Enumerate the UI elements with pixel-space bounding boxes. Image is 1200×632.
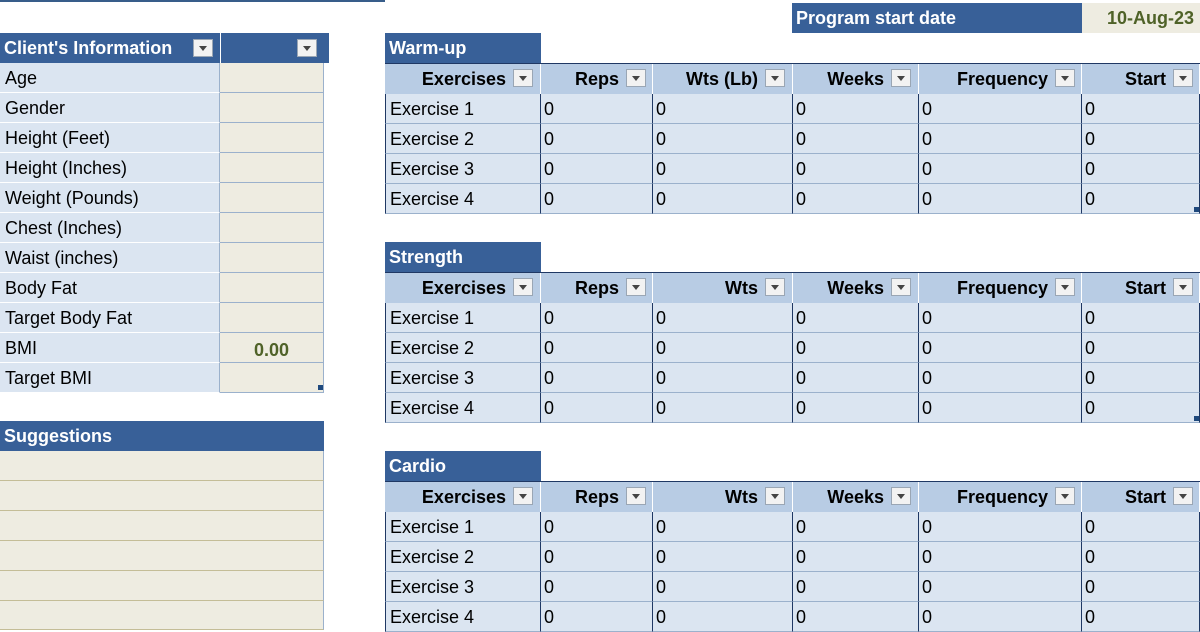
table-cell[interactable]: 0 [793,572,919,602]
client-info-label: Target BMI [0,363,220,393]
table-cell[interactable]: 0 [793,303,919,333]
column-header [541,273,653,303]
column-header-label: Weeks [827,69,884,89]
table-cell[interactable]: 0 [793,602,919,632]
suggestion-cell[interactable] [0,481,324,511]
column-header-label: Weeks [827,278,884,298]
exercise-name-cell[interactable]: Exercise 4 [385,602,541,632]
client-info-row [0,183,324,213]
table-cell[interactable]: 0 [793,94,919,124]
client-info-row [0,63,324,93]
column-header-label: Frequency [956,487,1048,507]
client-info-value[interactable] [220,93,324,123]
column-header [653,482,793,512]
table-cell[interactable]: 0 [793,184,919,214]
table-cell[interactable]: 0 [653,602,793,632]
filter-dropdown-icon[interactable] [891,487,911,505]
client-info-row [0,243,324,273]
filter-dropdown-icon[interactable] [765,69,785,87]
client-info-row [0,123,324,153]
column-header [385,482,541,512]
column-header-label: Reps [574,278,619,298]
client-info-value[interactable]: 0.00 [220,333,324,363]
column-header [385,273,541,303]
client-info-label: Weight (Pounds) [0,183,220,213]
filter-dropdown-icon[interactable] [626,487,646,505]
filter-dropdown-icon[interactable] [1055,487,1075,505]
column-header-label: Weeks [827,487,884,507]
table-cell[interactable]: 0 [653,542,793,572]
client-info-row [0,303,324,333]
column-header [1082,273,1200,303]
column-header-label: Exercises [421,69,506,89]
client-info-label: Age [0,63,220,93]
column-header [541,482,653,512]
table-row [385,542,1200,572]
table-cell[interactable]: 0 [1082,512,1200,542]
program-start-date-value[interactable]: 10-Aug-23 [1082,3,1200,33]
column-header-label: Reps [574,69,619,89]
filter-dropdown-icon[interactable] [1173,278,1193,296]
table-row [385,512,1200,542]
column-header-label: Wts [725,278,758,298]
client-info-label: Waist (inches) [0,243,220,273]
table-cell[interactable]: 0 [541,512,653,542]
client-info-table [0,33,324,393]
table-row [385,124,1200,154]
table-cell[interactable]: 0 [541,602,653,632]
table-cell[interactable]: 0 [653,94,793,124]
column-header-row [385,481,1200,512]
table-cell[interactable]: 0 [919,572,1082,602]
table-cell[interactable]: 0 [919,363,1082,393]
column-header [793,482,919,512]
client-info-label: BMI [0,333,220,363]
client-info-header-row [0,33,324,63]
table-cell[interactable]: 0 [541,363,653,393]
filter-dropdown-icon[interactable] [513,487,533,505]
filter-dropdown-icon[interactable] [297,39,317,57]
column-header [919,482,1082,512]
column-header [653,273,793,303]
exercise-name-cell[interactable]: Exercise 3 [385,572,541,602]
table-cell[interactable]: 0 [793,393,919,423]
table-row [385,94,1200,124]
column-header-label: Frequency [956,278,1048,298]
table-cell[interactable]: 0 [1082,333,1200,363]
filter-dropdown-icon[interactable] [1173,69,1193,87]
table-cell[interactable]: 0 [653,512,793,542]
table-cell[interactable]: 0 [919,303,1082,333]
top-border-line [0,0,385,2]
column-header-label: Exercises [421,487,506,507]
table-cell[interactable]: 0 [653,184,793,214]
column-header-label: Start [1124,487,1166,507]
table-cell[interactable]: 0 [793,333,919,363]
client-info-value[interactable] [220,183,324,213]
table-cell[interactable]: 0 [919,542,1082,572]
column-header [919,273,1082,303]
suggestion-cell[interactable] [0,541,324,571]
client-info-row [0,273,324,303]
filter-dropdown-icon[interactable] [1173,487,1193,505]
table-resize-handle-icon[interactable] [1194,416,1199,421]
client-info-value[interactable] [220,123,324,153]
table-cell[interactable]: 0 [919,184,1082,214]
table-cell[interactable]: 0 [653,572,793,602]
column-header [1082,64,1200,94]
table-cell[interactable]: 0 [1082,94,1200,124]
filter-dropdown-icon[interactable] [193,39,213,57]
filter-dropdown-icon[interactable] [626,69,646,87]
filter-dropdown-icon[interactable] [626,278,646,296]
client-info-value[interactable] [220,363,324,393]
exercise-table [385,481,1200,632]
table-cell[interactable]: 0 [919,333,1082,363]
filter-dropdown-icon[interactable] [891,278,911,296]
client-info-value[interactable] [220,243,324,273]
table-cell[interactable]: 0 [919,393,1082,423]
filter-dropdown-icon[interactable] [513,278,533,296]
table-cell[interactable]: 0 [541,303,653,333]
table-row [385,184,1200,214]
column-header-label: Wts (Lb) [686,69,758,89]
table-cell[interactable]: 0 [1082,184,1200,214]
table-cell[interactable]: 0 [653,154,793,184]
client-info-row [0,363,324,393]
column-header-row [385,272,1200,303]
exercise-name-cell[interactable]: Exercise 2 [385,333,541,363]
client-info-row [0,153,324,183]
table-cell[interactable]: 0 [653,124,793,154]
column-header [385,64,541,94]
column-header-label: Start [1124,69,1166,89]
client-info-row [0,333,324,363]
table-cell[interactable]: 0 [653,333,793,363]
table-cell[interactable]: 0 [793,124,919,154]
table-row [385,393,1200,423]
table-cell[interactable]: 0 [1082,154,1200,184]
exercise-name-cell[interactable]: Exercise 3 [385,154,541,184]
exercise-name-cell[interactable]: Exercise 2 [385,124,541,154]
filter-dropdown-icon[interactable] [513,69,533,87]
table-cell[interactable]: 0 [1082,363,1200,393]
client-info-label: Body Fat [0,273,220,303]
table-cell[interactable]: 0 [1082,303,1200,333]
table-cell[interactable]: 0 [653,393,793,423]
table-cell[interactable]: 0 [541,94,653,124]
column-header [793,273,919,303]
table-cell[interactable]: 0 [653,363,793,393]
table-cell[interactable]: 0 [541,393,653,423]
client-info-value[interactable] [220,213,324,243]
column-header-label: Reps [574,487,619,507]
column-header-label: Wts [725,487,758,507]
client-info-label: Target Body Fat [0,303,220,333]
section-title: Warm-up [385,33,541,63]
exercise-name-cell[interactable]: Exercise 2 [385,542,541,572]
client-info-header-label: Client's Information [4,38,173,58]
table-cell[interactable]: 0 [653,303,793,333]
client-info-value[interactable] [220,63,324,93]
table-row [385,363,1200,393]
suggestion-cell[interactable] [0,601,324,630]
suggestions-header: Suggestions [0,421,324,451]
table-resize-handle-icon[interactable] [1194,207,1199,212]
section-title: Strength [385,242,541,272]
filter-dropdown-icon[interactable] [1055,69,1075,87]
table-cell[interactable]: 0 [541,154,653,184]
table-cell[interactable]: 0 [541,542,653,572]
table-cell[interactable]: 0 [1082,572,1200,602]
exercise-name-cell[interactable]: Exercise 1 [385,94,541,124]
suggestion-cell[interactable] [0,511,324,541]
table-cell[interactable]: 0 [1082,124,1200,154]
table-row [385,154,1200,184]
client-info-label: Height (Inches) [0,153,220,183]
exercise-name-cell[interactable]: Exercise 4 [385,393,541,423]
client-info-label: Height (Feet) [0,123,220,153]
client-info-value-header [220,33,329,63]
filter-dropdown-icon[interactable] [1055,278,1075,296]
exercise-name-cell[interactable]: Exercise 1 [385,303,541,333]
table-cell[interactable]: 0 [541,184,653,214]
filter-dropdown-icon[interactable] [891,69,911,87]
column-header [919,64,1082,94]
client-info-value[interactable] [220,303,324,333]
table-cell[interactable]: 0 [919,602,1082,632]
filter-dropdown-icon[interactable] [765,278,785,296]
program-start-date-label: Program start date [792,3,1082,33]
table-cell[interactable]: 0 [919,94,1082,124]
column-header [653,64,793,94]
exercise-table [385,272,1200,423]
client-info-header [0,33,224,63]
column-header [1082,482,1200,512]
table-cell[interactable]: 0 [1082,602,1200,632]
column-header-label: Exercises [421,278,506,298]
suggestion-cell[interactable] [0,571,324,601]
exercise-name-cell[interactable]: Exercise 1 [385,512,541,542]
column-header-label: Frequency [956,69,1048,89]
exercise-table [385,63,1200,214]
table-cell[interactable]: 0 [793,154,919,184]
table-resize-handle-icon[interactable] [318,385,323,390]
table-cell[interactable]: 0 [793,542,919,572]
table-cell[interactable]: 0 [793,363,919,393]
table-cell[interactable]: 0 [1082,393,1200,423]
client-info-value[interactable] [220,153,324,183]
client-info-value[interactable] [220,273,324,303]
column-header [541,64,653,94]
table-row [385,572,1200,602]
table-cell[interactable]: 0 [541,572,653,602]
client-info-label: Chest (Inches) [0,213,220,243]
client-info-row [0,93,324,123]
table-cell[interactable]: 0 [919,124,1082,154]
table-cell[interactable]: 0 [541,333,653,363]
column-header-label: Start [1124,278,1166,298]
client-info-label: Gender [0,93,220,123]
column-header-row [385,63,1200,94]
column-header [793,64,919,94]
exercise-name-cell[interactable]: Exercise 3 [385,363,541,393]
client-info-rows [0,63,324,393]
exercise-name-cell[interactable]: Exercise 4 [385,184,541,214]
table-row [385,303,1200,333]
section-title: Cardio [385,451,541,481]
table-row [385,602,1200,632]
table-row [385,333,1200,363]
table-cell[interactable]: 0 [793,512,919,542]
suggestion-cell[interactable] [0,451,324,481]
client-info-row [0,213,324,243]
table-cell[interactable]: 0 [541,124,653,154]
filter-dropdown-icon[interactable] [765,487,785,505]
table-cell[interactable]: 0 [919,512,1082,542]
table-cell[interactable]: 0 [1082,542,1200,572]
table-cell[interactable]: 0 [919,154,1082,184]
